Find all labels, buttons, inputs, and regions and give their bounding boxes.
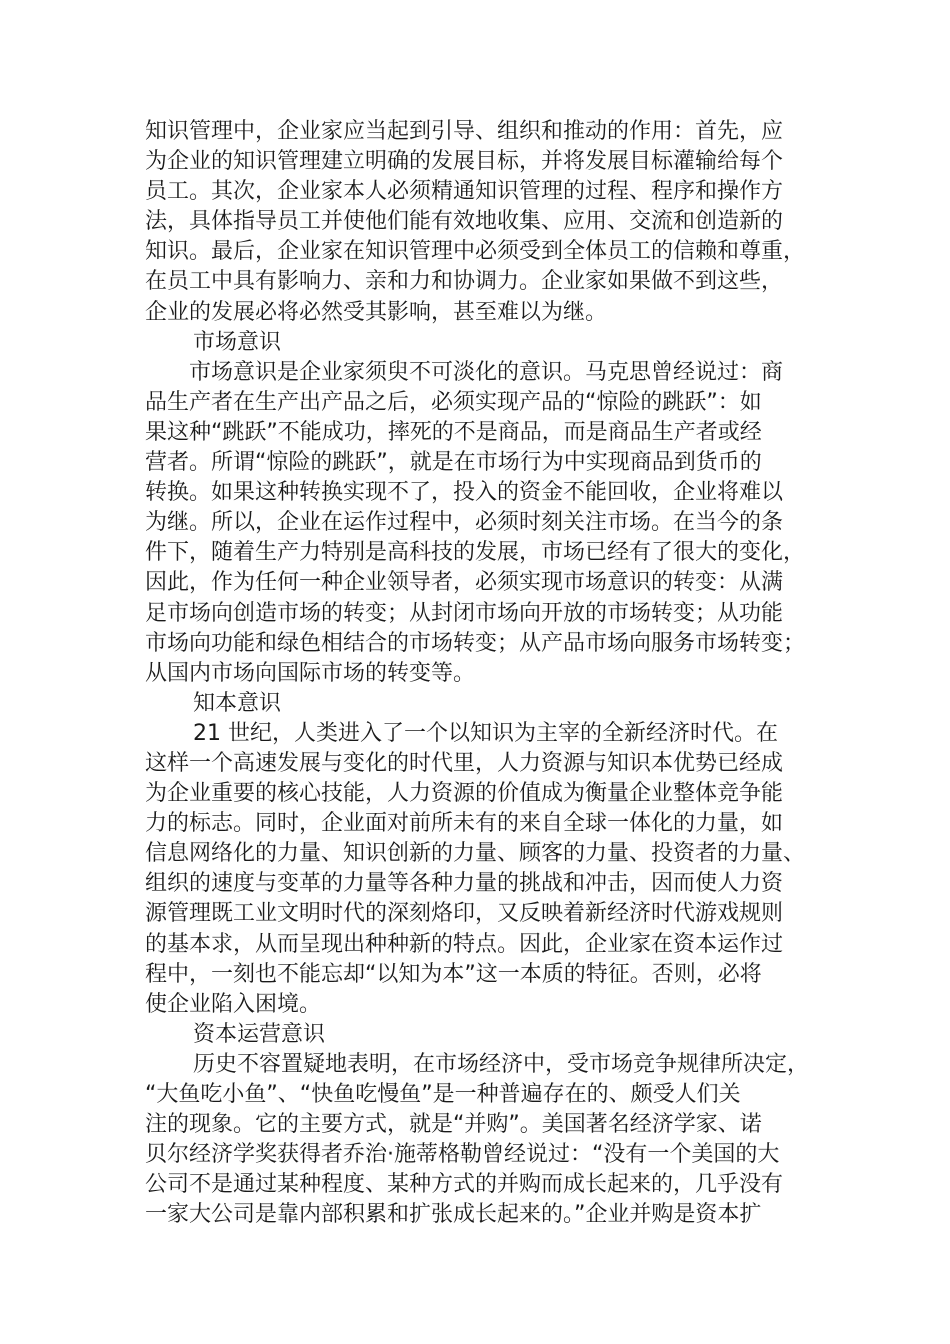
text-line: 一家大公司是靠内部积累和扩张成长起来的。”企业并购是资本扩 (145, 1202, 762, 1228)
text-line: 员工。其次，企业家本人必须精通知识管理的过程、程序和操作方 (145, 179, 784, 205)
text-line: 为继。所以，企业在运作过程中，必须时刻关注市场。在当今的条 (145, 510, 784, 536)
text-line: 法，具体指导员工并使他们能有效地收集、应用、交流和创造新的 (145, 209, 784, 235)
text-line: 的基本求，从而呈现出种种新的特点。因此，企业家在资本运作过 (145, 931, 784, 957)
text-line: 市场意识是企业家须臾不可淡化的意识。马克思曾经说过：商 (189, 359, 784, 385)
section-heading-market: 市场意识 (193, 329, 282, 355)
text-line: 件下，随着生产力特别是高科技的发展，市场已经有了很大的变化， (145, 540, 806, 566)
document-body (145, 117, 810, 1230)
text-line: 果这种“跳跃”不能成功，摔死的不是商品，而是商品生产者或经 (145, 419, 762, 445)
text-line: 市场向功能和绿色相结合的市场转变；从产品市场向服务市场转变； (145, 630, 806, 656)
text-line: 信息网络化的力量、知识创新的力量、顾客的力量、投资者的力量、 (145, 841, 806, 867)
text-line: 在员工中具有影响力、亲和力和协调力。企业家如果做不到这些， (145, 269, 784, 295)
text-line: 从国内市场向国际市场的转变等。 (145, 660, 476, 686)
text-line: 企业的发展必将必然受其影响，甚至难以为继。 (145, 299, 608, 325)
paragraph-knowledge-management (145, 117, 810, 328)
paragraph-market-awareness (145, 358, 810, 689)
text-line: 转换。如果这种转换实现不了，投入的资金不能回收，企业将难以 (145, 480, 784, 506)
text-line: 公司不是通过某种程度、某种方式的并购而成长起来的，几乎没有 (145, 1172, 784, 1198)
text-line: 源管理既工业文明时代的深刻烙印，又反映着新经济时代游戏规则 (145, 901, 784, 927)
text-line: 品生产者在生产出产品之后，必须实现产品的“惊险的跳跃”：如 (145, 389, 762, 415)
text-line: 这样一个高速发展与变化的时代里，人力资源与知识本优势已经成 (145, 750, 784, 776)
section-heading-knowledge-capital: 知本意识 (193, 690, 282, 716)
text-line: 注的现象。它的主要方式，就是“并购”。美国著名经济学家、诺 (145, 1112, 762, 1138)
text-line: “大鱼吃小鱼”、“快鱼吃慢鱼”是一种普遍存在的、颇受人们关 (145, 1082, 741, 1107)
text-line: 使企业陷入困境。 (145, 991, 322, 1017)
text-line: 历史不容置疑地表明，在市场经济中，受市场竞争规律所决定， (193, 1051, 810, 1077)
text-line: 贝尔经济学奖获得者乔治·施蒂格勒曾经说过：“没有一个美国的大 (145, 1142, 780, 1168)
text-line: 为企业重要的核心技能，人力资源的价值成为衡量企业整体竞争能 (145, 781, 784, 807)
text-line: 为企业的知识管理建立明确的发展目标，并将发展目标灌输给每个 (145, 149, 784, 175)
paragraph-knowledge-capital (145, 719, 810, 1020)
text-line: 营者。所谓“惊险的跳跃”，就是在市场行为中实现商品到货币的 (145, 450, 762, 476)
text-line: 足市场向创造市场的转变；从封闭市场向开放的市场转变；从功能 (145, 600, 784, 626)
text-line: 21 世纪，人类进入了一个以知识为主宰的全新经济时代。在 (193, 720, 778, 746)
text-line: 力的标志。同时，企业面对前所未有的来自全球一体化的力量，如 (145, 811, 784, 837)
text-line: 程中，一刻也不能忘却“以知为本”这一本质的特征。否则，必将 (145, 961, 762, 987)
text-line: 因此，作为任何一种企业领导者，必须实现市场意识的转变：从满 (145, 570, 784, 596)
text-line: 知识。最后，企业家在知识管理中必须受到全体员工的信赖和尊重， (145, 239, 806, 265)
paragraph-capital-operation (145, 1050, 810, 1231)
text-line: 知识管理中，企业家应当起到引导、组织和推动的作用：首先，应 (145, 119, 784, 144)
section-heading-capital-operation: 资本运营意识 (193, 1021, 326, 1047)
text-line: 组织的速度与变革的力量等各种力量的挑战和冲击，因而使人力资 (145, 871, 784, 897)
